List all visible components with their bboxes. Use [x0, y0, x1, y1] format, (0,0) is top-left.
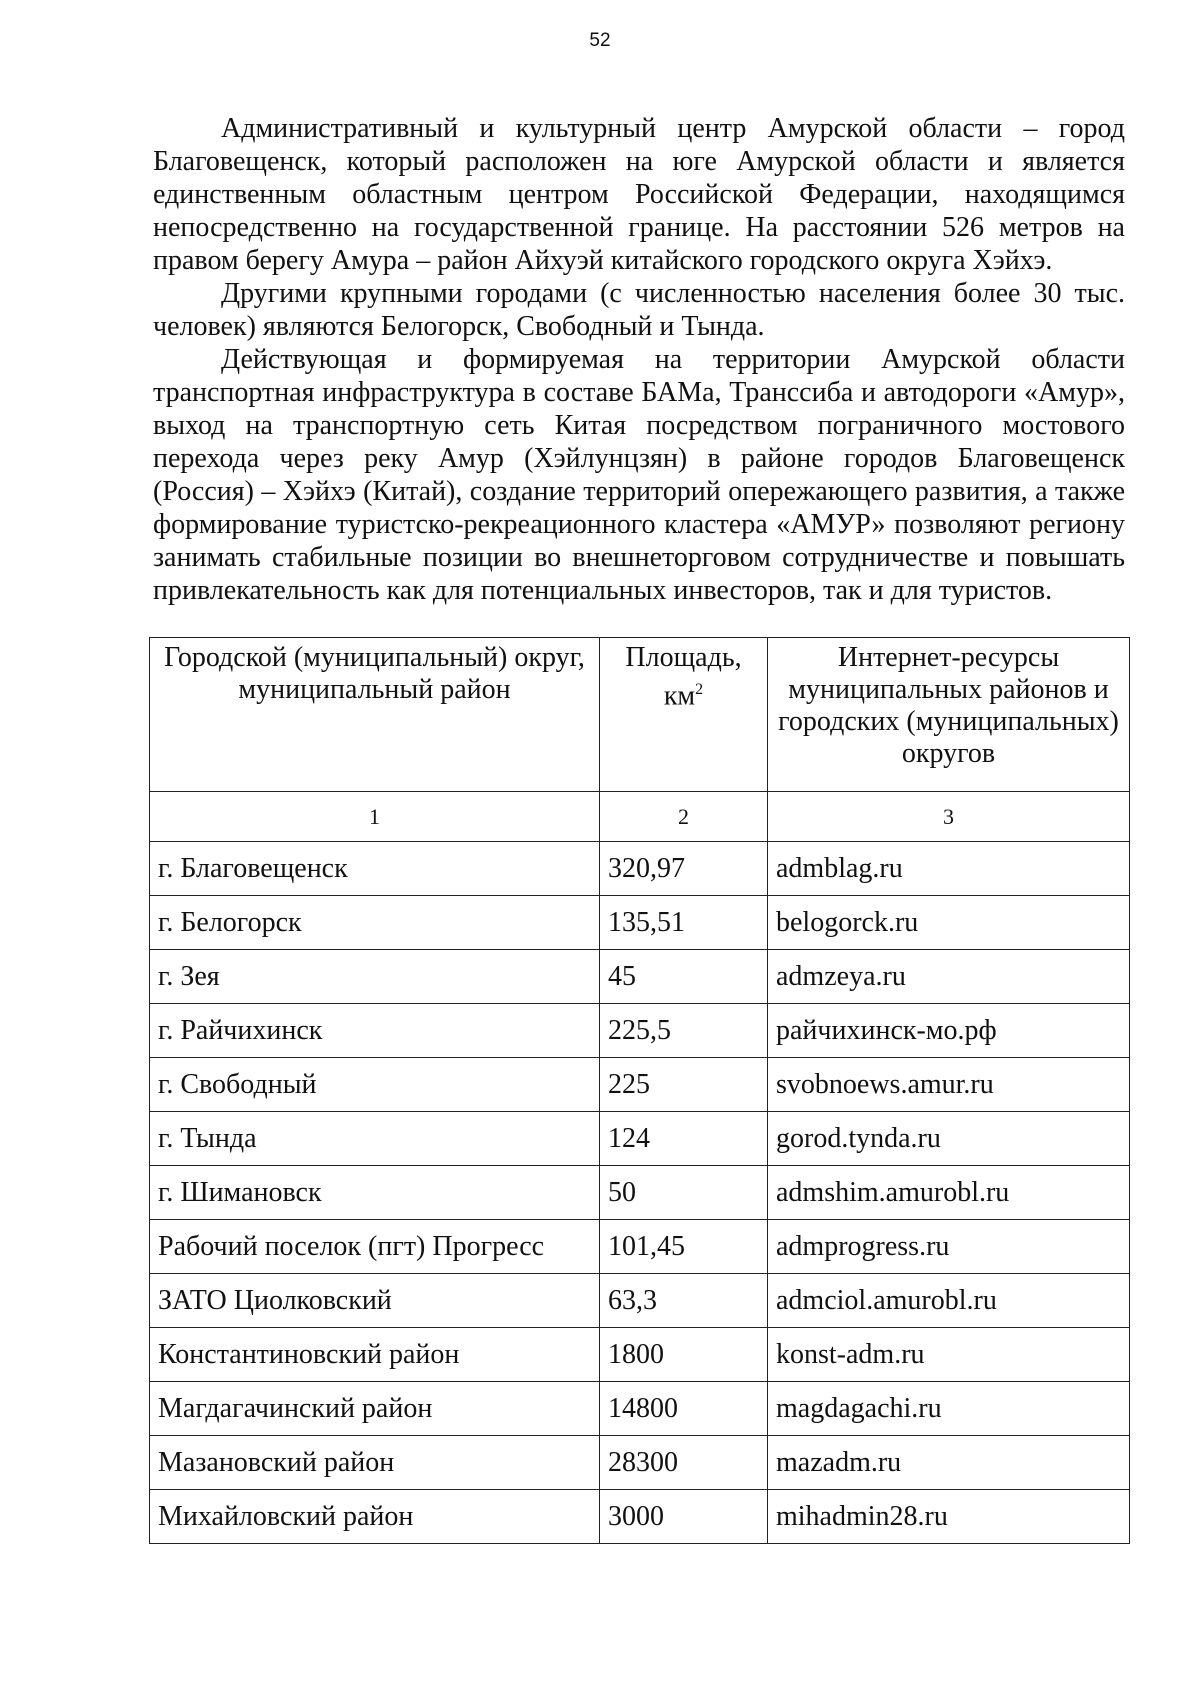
- district-website: admprogress.ru: [768, 1220, 1130, 1274]
- district-area: 1800: [600, 1328, 768, 1382]
- district-website: gorod.tynda.ru: [768, 1112, 1130, 1166]
- table-header-row: [150, 638, 1130, 792]
- district-area: 135,51: [600, 896, 768, 950]
- district-area: 45: [600, 950, 768, 1004]
- table-row: [150, 1058, 1130, 1112]
- district-name: г. Белогорск: [150, 896, 600, 950]
- district-area: 28300: [600, 1436, 768, 1490]
- district-name: ЗАТО Циолковский: [150, 1274, 600, 1328]
- header-area: Площадь, $км^2$: [600, 638, 768, 792]
- district-website: mihadmin28.ru: [768, 1490, 1130, 1544]
- district-website: magdagachi.ru: [768, 1382, 1130, 1436]
- table-row: [150, 950, 1130, 1004]
- table-row: [150, 896, 1130, 950]
- district-area: 225,5: [600, 1004, 768, 1058]
- district-area: 14800: [600, 1382, 768, 1436]
- table-row: [150, 1274, 1130, 1328]
- district-website: belogorck.ru: [768, 896, 1130, 950]
- district-name: г. Зея: [150, 950, 600, 1004]
- district-area: 320,97: [600, 842, 768, 896]
- header-district: Городской (муниципальный) округ, муниципальный район: [150, 638, 600, 792]
- table-row: [150, 1382, 1130, 1436]
- district-website: svobnoews.amur.ru: [768, 1058, 1130, 1112]
- district-website: admblag.ru: [768, 842, 1130, 896]
- table-row: [150, 1328, 1130, 1382]
- paragraph: Административный и культурный центр Амурской области – город Благовещенск, который расположен на юге Амурской области и является единственным областным центром Российской Федерации, находящимся непосредственно на государственной границе. На расстоянии 526 метров на правом берегу Амура – район Айхуэй китайского городского округа Хэйхэ.: [153, 113, 1125, 276]
- district-name: г. Благовещенск: [150, 842, 600, 896]
- table-row: [150, 1490, 1130, 1544]
- body-text: [153, 112, 1125, 607]
- column-number: 2: [600, 792, 768, 842]
- district-website: mazadm.ru: [768, 1436, 1130, 1490]
- paragraph: Другими крупными городами (с численностью населения более 30 тыс. человек) являются Белогорск, Свободный и Тында.: [153, 278, 1125, 342]
- district-area: 63,3: [600, 1274, 768, 1328]
- district-name: г. Шимановск: [150, 1166, 600, 1220]
- table-row: [150, 1436, 1130, 1490]
- district-area: 3000: [600, 1490, 768, 1544]
- district-website: admciol.amurobl.ru: [768, 1274, 1130, 1328]
- district-website: райчихинск-мо.рф: [768, 1004, 1130, 1058]
- district-area: 50: [600, 1166, 768, 1220]
- district-website: admzeya.ru: [768, 950, 1130, 1004]
- district-name: г. Райчихинск: [150, 1004, 600, 1058]
- district-name: Михайловский район: [150, 1490, 600, 1544]
- table-row: [150, 1112, 1130, 1166]
- table-row: [150, 1166, 1130, 1220]
- table-row: [150, 1220, 1130, 1274]
- district-name: Константиновский район: [150, 1328, 600, 1382]
- district-name: г. Свободный: [150, 1058, 600, 1112]
- district-name: Мазановский район: [150, 1436, 600, 1490]
- districts-table: [149, 637, 1130, 1544]
- table-row: [150, 842, 1130, 896]
- table-row: [150, 1004, 1130, 1058]
- column-number-row: [150, 792, 1130, 842]
- header-internet-resources: Интернет-ресурсы муниципальных районов и городских (муниципальных) округов: [768, 638, 1130, 792]
- district-website: konst-adm.ru: [768, 1328, 1130, 1382]
- district-name: Магдагачинский район: [150, 1382, 600, 1436]
- page-number: 52: [589, 30, 611, 51]
- district-name: г. Тында: [150, 1112, 600, 1166]
- district-name: Рабочий поселок (пгт) Прогресс: [150, 1220, 600, 1274]
- column-number: 1: [150, 792, 600, 842]
- district-area: 225: [600, 1058, 768, 1112]
- district-area: 124: [600, 1112, 768, 1166]
- paragraph: Действующая и формируемая на территории Амурской области транспортная инфраструктура в составе БАМа, Транссиба и автодороги «Амур», выход на транспортную сеть Китая посредством пограничного мостового перехода через реку Амур (Хэйлунцзян) в районе городов Благовещенск (Россия) – Хэйхэ (Китай), создание территорий опережающего развития, а также формирование туристско-рекреационного кластера «АМУР» позволяют региону занимать стабильные позиции во внешнеторговом сотрудничестве и повышать привлекательность как для потенциальных инвесторов, так и для туристов.: [153, 344, 1125, 606]
- district-area: 101,45: [600, 1220, 768, 1274]
- column-number: 3: [768, 792, 1130, 842]
- district-website: admshim.amurobl.ru: [768, 1166, 1130, 1220]
